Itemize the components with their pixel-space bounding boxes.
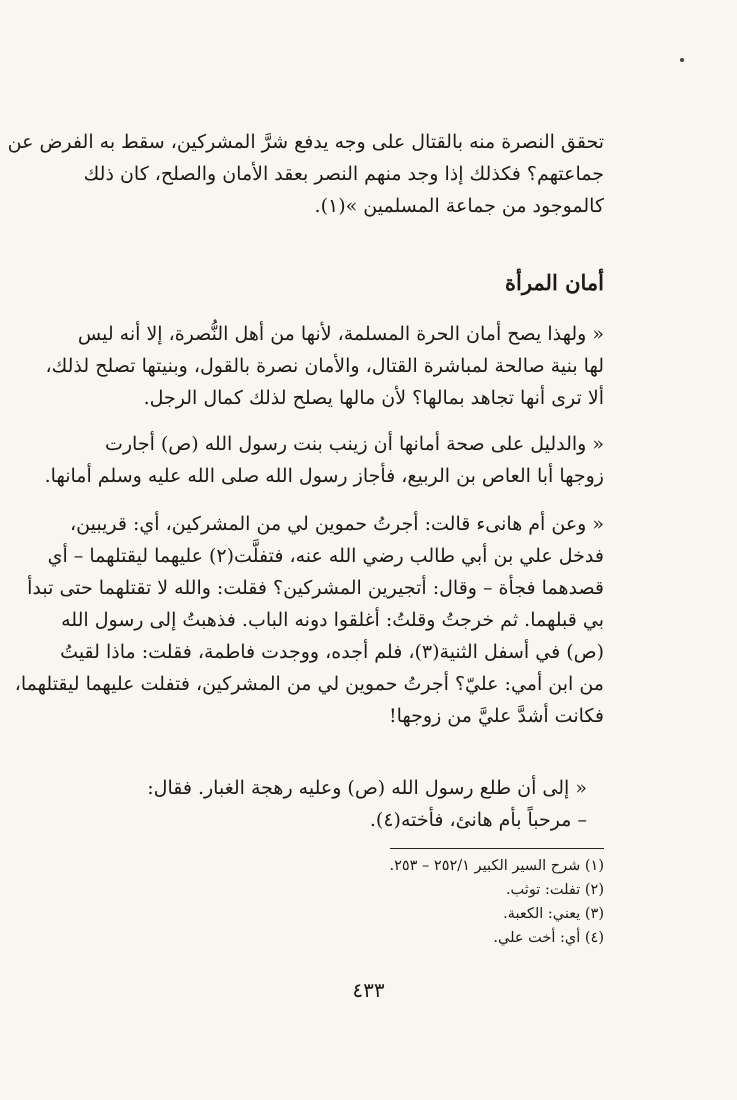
section-heading: أمان المرأة <box>504 270 604 295</box>
footnote-item: (١) شرح السير الكبير ٢٥٢/١ – ٢٥٣. <box>389 858 604 874</box>
text-line: زوجها أبا العاص بن الربيع، فأجاز رسول الله صلى الله عليه وسلم أمانها. <box>44 465 604 487</box>
paragraph-1 <box>45 318 604 414</box>
footnote-item: (٢) تفلت: توثب. <box>505 882 604 898</box>
text-line: جماعتهم؟ فكذلك إذا وجد منهم النصر بعقد الأمان والصلح، كان ذلك <box>83 163 604 185</box>
footnote-divider <box>390 848 604 849</box>
intro-paragraph <box>7 126 604 222</box>
text-line: قصدهما فجأة – وقال: أتجيرين المشركين؟ فقلت: والله لا تقتلهما حتى تبدأ <box>27 577 604 599</box>
footnote-item: (٣) يعني: الكعبة. <box>503 906 604 922</box>
footnotes <box>304 854 604 950</box>
text-line: « ولهذا يصح أمان الحرة المسلمة، لأنها من أهل النُّصرة، إلا أنه ليس <box>77 323 604 345</box>
text-line: تحقق النصرة منه بالقتال على وجه يدفع شرَّ المشركين، سقط به الفرض عن <box>7 131 604 153</box>
speck-mark <box>680 58 684 62</box>
text-line: فدخل علي بن أبي طالب رضي الله عنه، فتفلَّت(٢) عليهما ليقتلهما – أي <box>47 545 604 567</box>
text-line: ألا ترى أنها تجاهد بمالها؟ لأن مالها يصلح لذلك كمال الرجل. <box>143 387 604 409</box>
quote-block <box>147 772 587 836</box>
text-line: فكانت أشدَّ عليَّ من زوجها! <box>388 705 604 727</box>
page-number: ٤٣٣ <box>352 978 385 1002</box>
text-line: (ص) في أسفل الثنية(٣)، فلم أجده، ووجدت فاطمة، فقلت: ماذا لقيتُ <box>60 641 604 663</box>
text-line: « والدليل على صحة أمانها أن زينب بنت رسول الله (ص) أجارت <box>104 433 604 455</box>
paragraph-2 <box>44 428 604 492</box>
text-line: « وعن أم هانىء قالت: أجرتُ حموين لي من المشركين، أي: قريبين، <box>70 513 604 535</box>
text-line: من ابن أمي: عليّ؟ أجرتُ حموين لي من المشركين، فتفلت عليهما ليقتلهما، <box>14 673 604 695</box>
paragraph-3 <box>14 508 604 732</box>
text-line: كالموجود من جماعة المسلمين »(١). <box>314 195 604 217</box>
footnote-item: (٤) أي: أخت علي. <box>493 930 604 946</box>
text-line: لها بنية صالحة لمباشرة القتال، والأمان نصرة بالقول، وبنيتها تصلح لذلك، <box>45 355 604 377</box>
text-line: بي قبلهما. ثم خرجتُ وقلتُ: أغلقوا دونه الباب. فذهبتُ إلى رسول الله <box>61 609 604 631</box>
text-line: « إلى أن طلع رسول الله (ص) وعليه رهجة الغبار. فقال: <box>147 777 587 799</box>
text-line: – مرحباً بأم هانئ، فأخته(٤). <box>369 809 587 831</box>
